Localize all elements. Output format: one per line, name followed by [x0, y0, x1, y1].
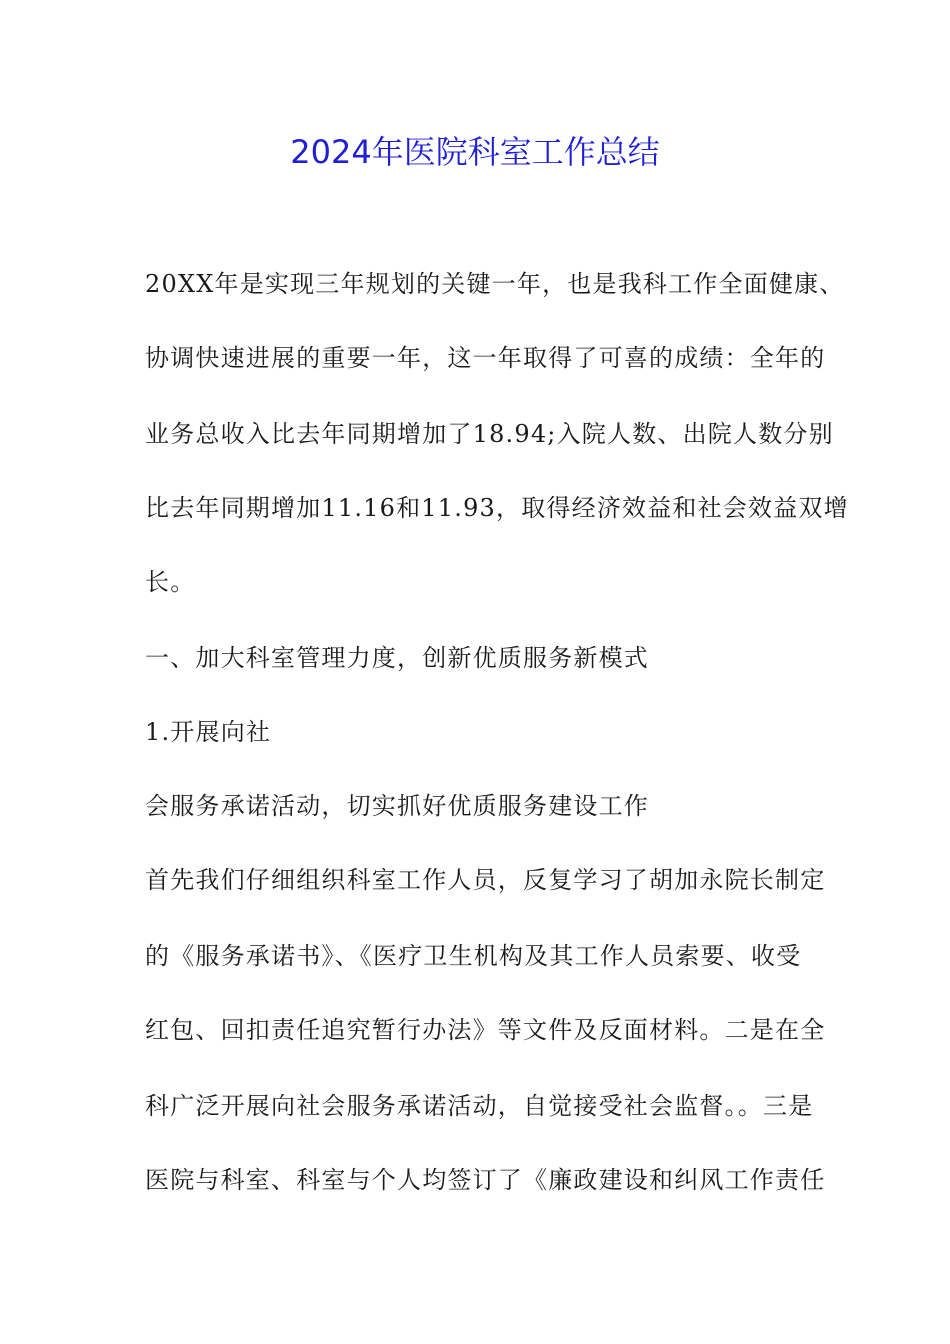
- paragraph-line: 科广泛开展向社会服务承诺活动，自觉接受社会监督。。三是: [145, 1092, 814, 1120]
- paragraph-line: 首先我们仔细组织科室工作人员，反复学习了胡加永院长制定: [145, 866, 826, 894]
- subsection-heading-continued: 会服务承诺活动，切实抓好优质服务建设工作: [145, 792, 649, 820]
- paragraph-line: 长。: [145, 568, 196, 596]
- subsection-heading: 1.开展向社: [145, 718, 272, 746]
- document-title: 2024年医院科室工作总结: [290, 133, 660, 171]
- paragraph-line: 的《服务承诺书》、《医疗卫生机构及其工作人员索要、收受: [145, 942, 802, 970]
- paragraph-line: 比去年同期增加11.16和11.93，取得经济效益和社会效益双增: [145, 494, 849, 522]
- paragraph-line: 红包、回扣责任追究暂行办法》等文件及反面材料。二是在全: [145, 1016, 826, 1044]
- paragraph-line: 医院与科室、科室与个人均签订了《廉政建设和纠风工作责任: [145, 1166, 826, 1194]
- paragraph-line: 协调快速进展的重要一年，这一年取得了可喜的成绩：全年的: [145, 344, 826, 372]
- section-heading: 一、加大科室管理力度，创新优质服务新模式: [145, 644, 649, 672]
- paragraph-line: 20XX年是实现三年规划的关键一年，也是我科工作全面健康、: [145, 270, 845, 298]
- paragraph-line: 业务总收入比去年同期增加了18.94;入院人数、出院人数分别: [145, 420, 834, 448]
